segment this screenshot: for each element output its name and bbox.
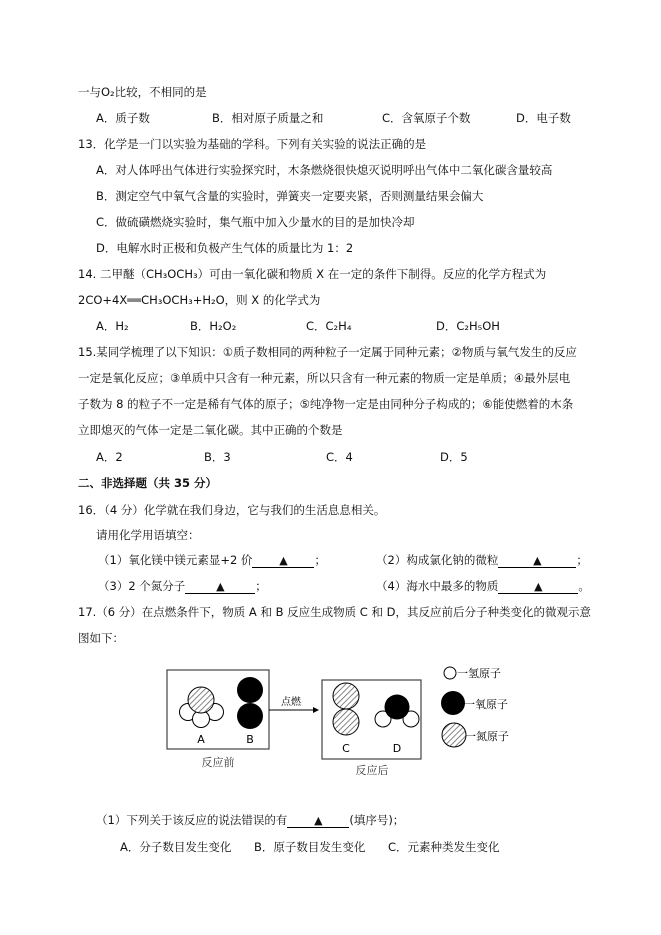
q15-option-d: D．5	[440, 450, 468, 464]
q12-option-a: A．质子数	[96, 111, 150, 125]
q14-option-c: C．C₂H₄	[306, 319, 352, 333]
q17-option-a: A．分子数目发生变化	[120, 840, 232, 854]
q16-item-1: （1）氧化镁中镁元素显+2 价 ▲ ；	[98, 553, 326, 567]
legend-oxygen	[441, 691, 508, 715]
answer-blank[interactable]: ▲	[498, 554, 576, 568]
legend-nitrogen	[442, 723, 509, 747]
molecule-c	[333, 683, 359, 735]
q15-option-b: B．3	[204, 450, 231, 464]
label-a: A	[197, 733, 205, 746]
q15-line: 立即熄灭的气体一定是二氧化碳。其中正确的个数是	[78, 423, 343, 437]
q14-option-a: A．H₂	[96, 319, 129, 333]
q14-option-b: B．H₂O₂	[190, 319, 237, 333]
legend	[440, 665, 540, 755]
q14-stem: 14. 二甲醚（CH₃OCH₃）可由一氧化碳和物质 X 在一定的条件下制得。反应的化学方程式为	[78, 267, 547, 281]
q13-option-b: B．测定空气中氧气含量的实验时，弹簧夹一定要夹紧，否则测量结果会偏大	[96, 189, 484, 203]
molecule-b	[237, 677, 263, 729]
q13-stem: 13．化学是一门以实验为基础的学科。下列有关实验的说法正确的是	[78, 137, 427, 151]
q15-line: 子数为 8 的粒子不一定是稀有气体的原子；⑤纯净物一定是由同种分子构成的；⑥能使燃着的木条	[78, 397, 574, 411]
answer-blank[interactable]: ▲	[185, 580, 255, 594]
answer-blank[interactable]: ▲	[252, 554, 314, 568]
before-caption: 反应前	[201, 756, 235, 769]
q17-stem-cont: 图如下：	[78, 631, 124, 645]
label-b: B	[246, 733, 254, 746]
q12-option-c: C．含氧原子个数	[382, 111, 471, 125]
q12-option-d: D．电子数	[516, 111, 571, 125]
answer-blank[interactable]: ▲	[498, 580, 578, 594]
legend-hydrogen	[444, 666, 501, 680]
q16-item-2: （2）构成氯化钠的微粒 ▲ ；	[376, 553, 588, 567]
svg-text:一氢原子: 一氢原子	[457, 667, 501, 680]
q12-option-b: B．相对原子质量之和	[212, 111, 324, 125]
q16-item-4: （4）海水中最多的物质 ▲ 。	[376, 579, 590, 593]
molecule-d	[375, 695, 419, 728]
arrow-label: 点燃	[281, 697, 301, 708]
q15-line: 一定是氧化反应；③单质中只含有一种元素，所以只含有一种元素的物质一定是单质；④最外层电	[78, 371, 571, 385]
molecule-a	[180, 687, 224, 728]
q12-stem: 一与O₂比较，不相同的是	[78, 85, 207, 99]
q15-option-c: C．4	[326, 450, 353, 464]
q15-option-a: A．2	[96, 450, 123, 464]
q13-option-a: A．对人体呼出气体进行实验探究时，木条燃烧很快熄灭说明呼出气体中二氧化碳含量较高	[96, 163, 553, 177]
label-d: D	[392, 742, 402, 755]
q17-stem: 17.（6 分）在点燃条件下，物质 A 和 B 反应生成物质 C 和 D，其反应前后分子种类变化的微观示意	[78, 605, 591, 619]
label-c: C	[342, 742, 350, 755]
after-caption: 反应后	[355, 764, 389, 775]
q13-option-c: C．做硫磺燃烧实验时，集气瓶中加入少量水的目的是加快冷却	[96, 215, 415, 229]
section-heading: 二、非选择题（共 35 分）	[78, 476, 218, 490]
q16-stem: 16．（4 分）化学就在我们身边，它与我们的生活息息相关。	[78, 503, 386, 517]
q17-option-b: B．原子数目发生变化	[254, 840, 366, 854]
q17-option-c: C．元素种类发生变化	[388, 840, 500, 854]
answer-blank[interactable]: ▲	[287, 814, 349, 828]
q15-line: 15.某同学梳理了以下知识：①质子数相同的两种粒子一定属于同种元素；②物质与氧气发生的反应	[78, 345, 577, 359]
q16-prompt: 请用化学用语填空：	[96, 528, 200, 542]
q17-sub1: （1）下列关于该反应的说法错误的有 ▲ (填序号)；	[96, 813, 405, 827]
q13-option-d: D．电解水时正极和负极产生气体的质量比为 1：2	[96, 241, 354, 255]
q14-equation: 2CO+4X══CH₃OCH₃+H₂O，则 X 的化学式为	[78, 293, 321, 307]
reaction-diagram	[160, 660, 460, 775]
svg-text:一氧原子: 一氧原子	[464, 698, 508, 711]
q16-item-3: （3）2 个氮分子 ▲ ；	[98, 579, 267, 593]
svg-text:一氮原子: 一氮原子	[465, 730, 509, 743]
q14-option-d: D．C₂H₅OH	[436, 319, 500, 333]
